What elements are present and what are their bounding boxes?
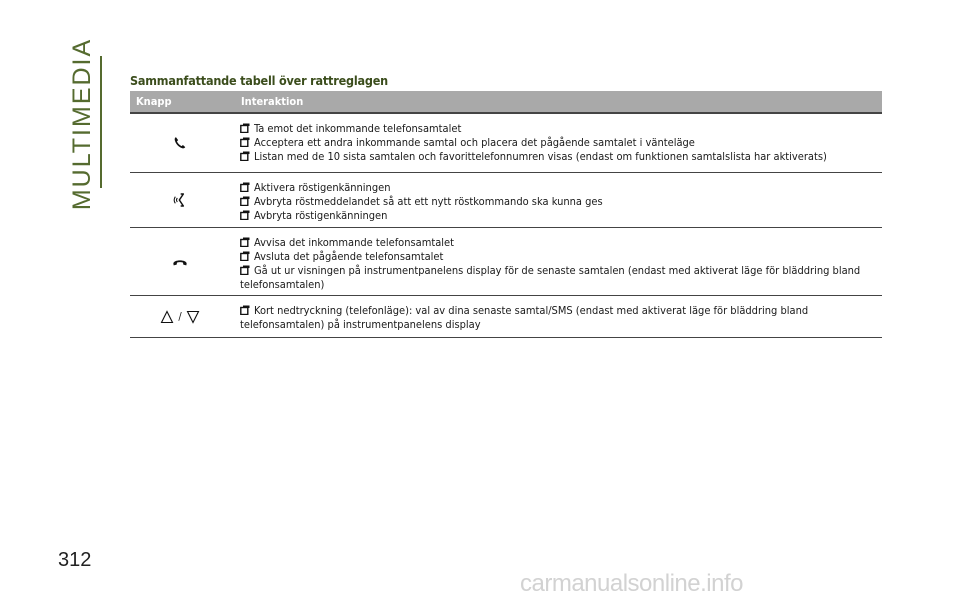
- item-text: Listan med de 10 sista samtalen och favorittelefonnumren visas (endast om funktionen samtalslista har aktiverats): [254, 150, 827, 163]
- table-row: [130, 228, 882, 296]
- item-text: Avbryta röstigenkänningen: [254, 209, 388, 222]
- item-text: Gå ut ur visningen på instrumentpanelens display för de senaste samtalen (endast med aktiverat läge för bläddring bland telefonsamtalen): [240, 264, 861, 291]
- bullet-icon: [240, 210, 250, 223]
- item-text: Avbryta röstmeddelandet så att ett nytt röstkommando ska kunna ges: [254, 195, 603, 208]
- phone-answer-icon: [173, 136, 187, 150]
- list-item: [240, 304, 872, 331]
- bullet-icon: [240, 151, 250, 164]
- table-row: [130, 173, 882, 228]
- list-item: [240, 181, 872, 195]
- table-header: [130, 91, 882, 112]
- bullet-icon: [240, 305, 250, 318]
- bullet-icon: [240, 123, 250, 136]
- action-cell: [240, 228, 882, 299]
- header-action: Interaktion: [241, 95, 304, 108]
- item-text: Avvisa det inkommande telefonsamtalet: [254, 236, 455, 249]
- list-item: [240, 122, 872, 136]
- key-separator: /: [178, 310, 182, 323]
- section-title: Sammanfattande tabell över rattreglagen: [130, 73, 388, 88]
- list-item: [240, 209, 872, 223]
- list-item: [240, 264, 872, 291]
- bullet-icon: [240, 251, 250, 264]
- voice-command-icon: [172, 192, 188, 208]
- item-text: Aktivera röstigenkänningen: [254, 181, 391, 194]
- list-item: [240, 195, 872, 209]
- bullet-icon: [240, 196, 250, 209]
- down-arrow-icon: [186, 310, 200, 324]
- list-item: [240, 250, 872, 264]
- action-cell: [240, 173, 882, 231]
- table-row: [130, 114, 882, 173]
- bullet-icon: [240, 237, 250, 250]
- watermark: carmanualsonline.info: [520, 570, 743, 597]
- action-cell: [240, 114, 882, 172]
- key-cell: [130, 228, 230, 295]
- action-cell: [240, 296, 882, 339]
- chapter-rule: [100, 56, 102, 188]
- list-item: [240, 136, 872, 150]
- header-key: Knapp: [136, 95, 172, 108]
- key-cell: [130, 173, 230, 227]
- item-text: Kort nedtryckning (telefonläge): val av dina senaste samtal/SMS (endast med aktiverat läge för bläddring bland telefonsamtalen) på instrumentpanelens display: [240, 304, 809, 331]
- list-item: [240, 150, 872, 164]
- item-text: Avsluta det pågående telefonsamtalet: [254, 250, 444, 263]
- item-text: Ta emot det inkommande telefonsamtalet: [254, 122, 462, 135]
- key-cell: [130, 114, 230, 172]
- bullet-icon: [240, 137, 250, 150]
- list-item: [240, 236, 872, 250]
- key-cell: [130, 296, 230, 337]
- phone-hangup-icon: [172, 257, 188, 267]
- bullet-icon: [240, 182, 250, 195]
- table-row: [130, 296, 882, 338]
- bullet-icon: [240, 265, 250, 278]
- chapter-title: MULTIMEDIA: [67, 37, 96, 211]
- page-number: 312: [58, 549, 92, 571]
- up-arrow-icon: [160, 310, 174, 324]
- controls-table: [130, 91, 882, 338]
- item-text: Acceptera ett andra inkommande samtal och placera det pågående samtalet i vänteläge: [254, 136, 695, 149]
